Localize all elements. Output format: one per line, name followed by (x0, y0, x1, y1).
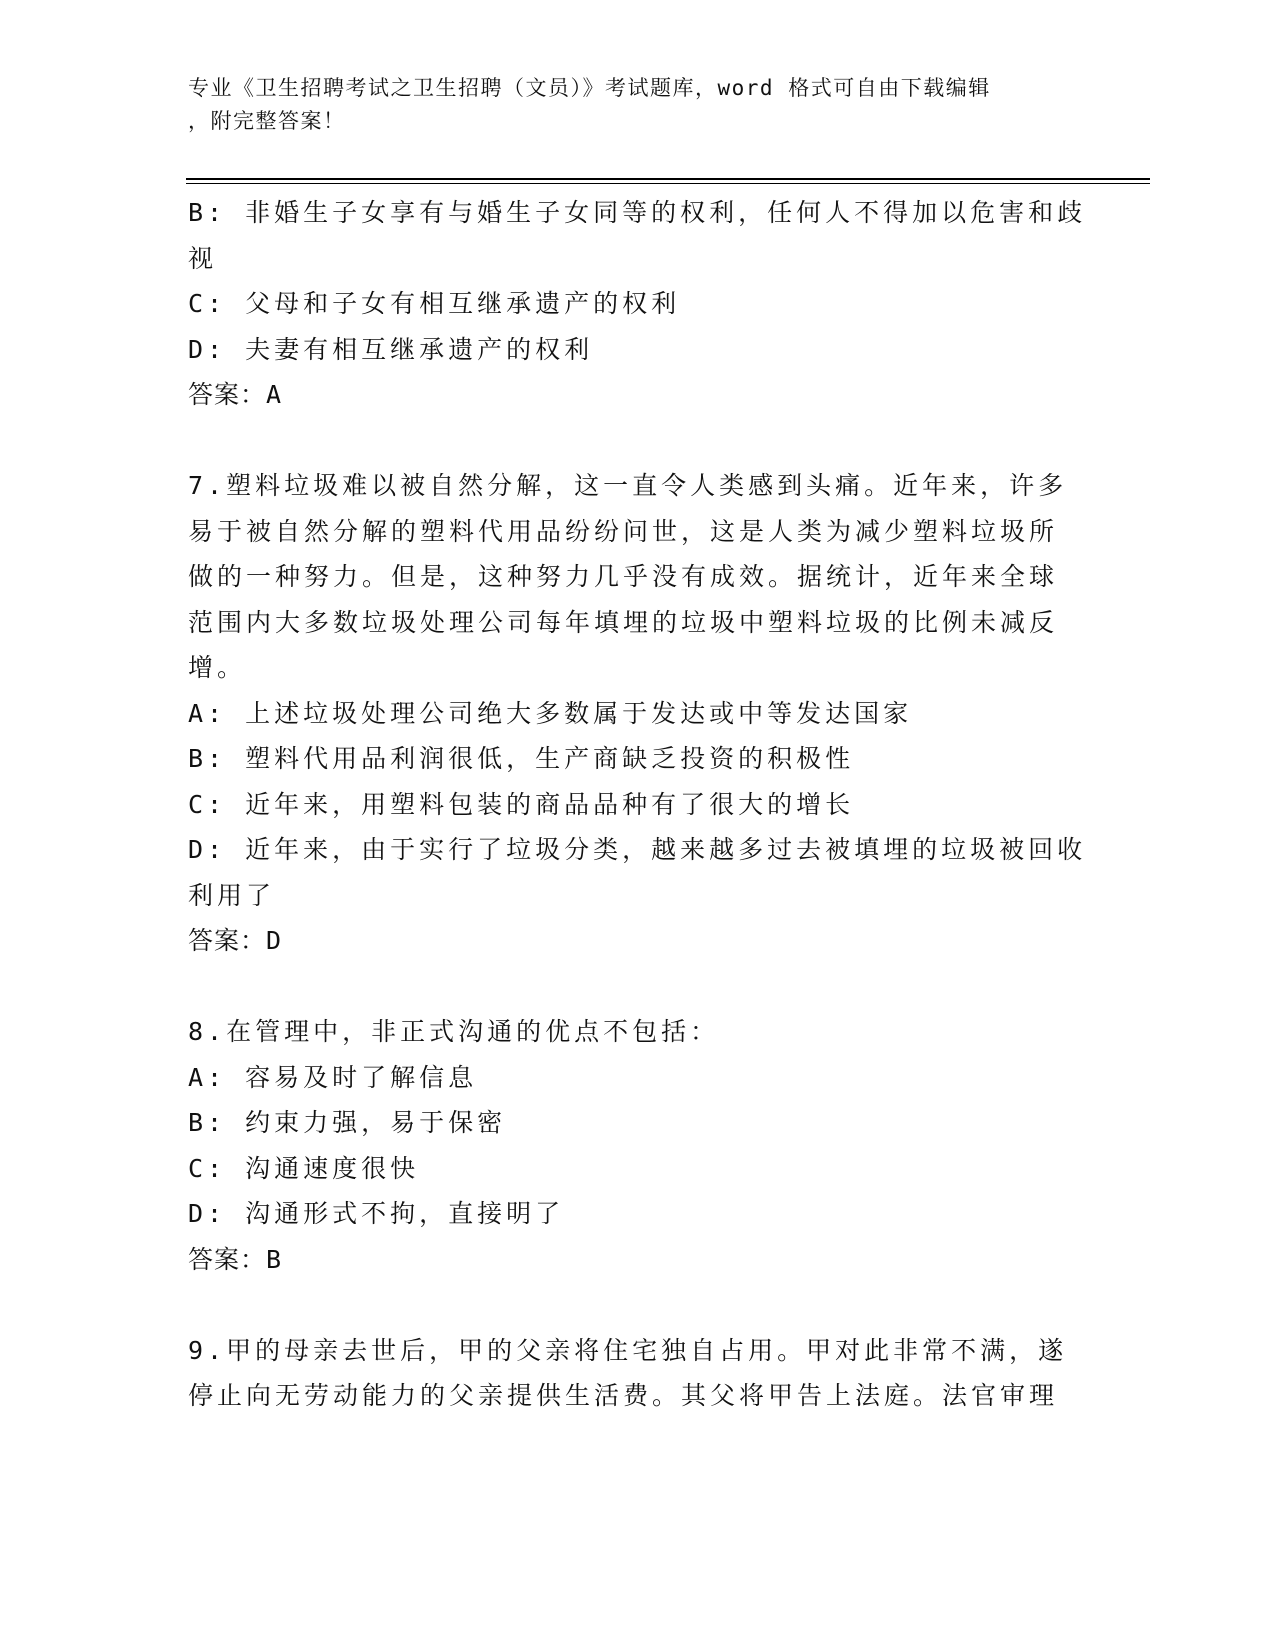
q6-answer: 答案：A (188, 380, 283, 409)
q8-option-a: A: 容易及时了解信息 (188, 1062, 478, 1092)
question-9 (188, 1328, 1088, 1419)
q7-stem-line-1: 7.塑料垃圾难以被自然分解，这一直令人类感到头痛。近年来，许多 (188, 471, 1068, 500)
header-rule-thin (186, 183, 1150, 184)
spacer (188, 418, 1088, 464)
question-8 (188, 1009, 1088, 1282)
q6-option-b-line-1: B: 非婚生子女享有与婚生子女同等的权利，任何人不得加以危害和歧 (188, 198, 1087, 227)
q6-option-c: C: 父母和子女有相互继承遗产的权利 (188, 289, 681, 318)
question-7 (188, 463, 1088, 964)
q7-option-d-line-1: D: 近年来，由于实行了垃圾分类，越来越多过去被填埋的垃圾被回收 (188, 835, 1087, 864)
q8-answer: 答案：B (188, 1244, 283, 1274)
q7-stem-line-5: 增。 (188, 653, 247, 682)
q7-stem-line-2: 易于被自然分解的塑料代用品纷纷问世，这是人类为减少塑料垃圾所 (188, 516, 1059, 546)
q7-option-c: C: 近年来，用塑料包装的商品品种有了很大的增长 (188, 789, 855, 819)
q7-option-b: B: 塑料代用品利润很低，生产商缺乏投资的积极性 (188, 744, 855, 773)
page-header (188, 72, 1068, 138)
question-6 (188, 190, 1088, 418)
q6-option-b-line-2: 视 (188, 243, 218, 273)
spacer (188, 964, 1088, 1010)
header-line-1: 专业《卫生招聘考试之卫生招聘（文员）》考试题库，word 格式可自由下载编辑 (188, 76, 991, 100)
q7-answer: 答案：D (188, 926, 283, 955)
q8-option-d: D: 沟通形式不拘，直接明了 (188, 1199, 565, 1228)
q7-option-d-line-2: 利用了 (188, 880, 276, 910)
q7-stem-line-3: 做的一种努力。但是，这种努力几乎没有成效。据统计，近年来全球 (188, 562, 1059, 591)
q9-stem-line-1: 9.甲的母亲去世后，甲的父亲将住宅独自占用。甲对此非常不满，遂 (188, 1335, 1068, 1365)
q7-option-a: A: 上述垃圾处理公司绝大多数属于发达或中等发达国家 (188, 698, 913, 728)
q7-stem-line-4: 范围内大多数垃圾处理公司每年填埋的垃圾中塑料垃圾的比例未减反 (188, 607, 1059, 637)
q6-option-d: D: 夫妻有相互继承遗产的权利 (188, 334, 594, 364)
header-rule-thick (186, 178, 1150, 180)
question-content (188, 190, 1088, 1419)
header-line-2: ，附完整答案！ (188, 109, 346, 133)
q8-option-b: B: 约束力强，易于保密 (188, 1108, 507, 1137)
q8-option-c: C: 沟通速度很快 (188, 1153, 420, 1183)
spacer (188, 1282, 1088, 1328)
q8-stem: 8.在管理中，非正式沟通的优点不包括： (188, 1017, 720, 1046)
q9-stem-line-2: 停止向无劳动能力的父亲提供生活费。其父将甲告上法庭。法官审理 (188, 1381, 1059, 1410)
